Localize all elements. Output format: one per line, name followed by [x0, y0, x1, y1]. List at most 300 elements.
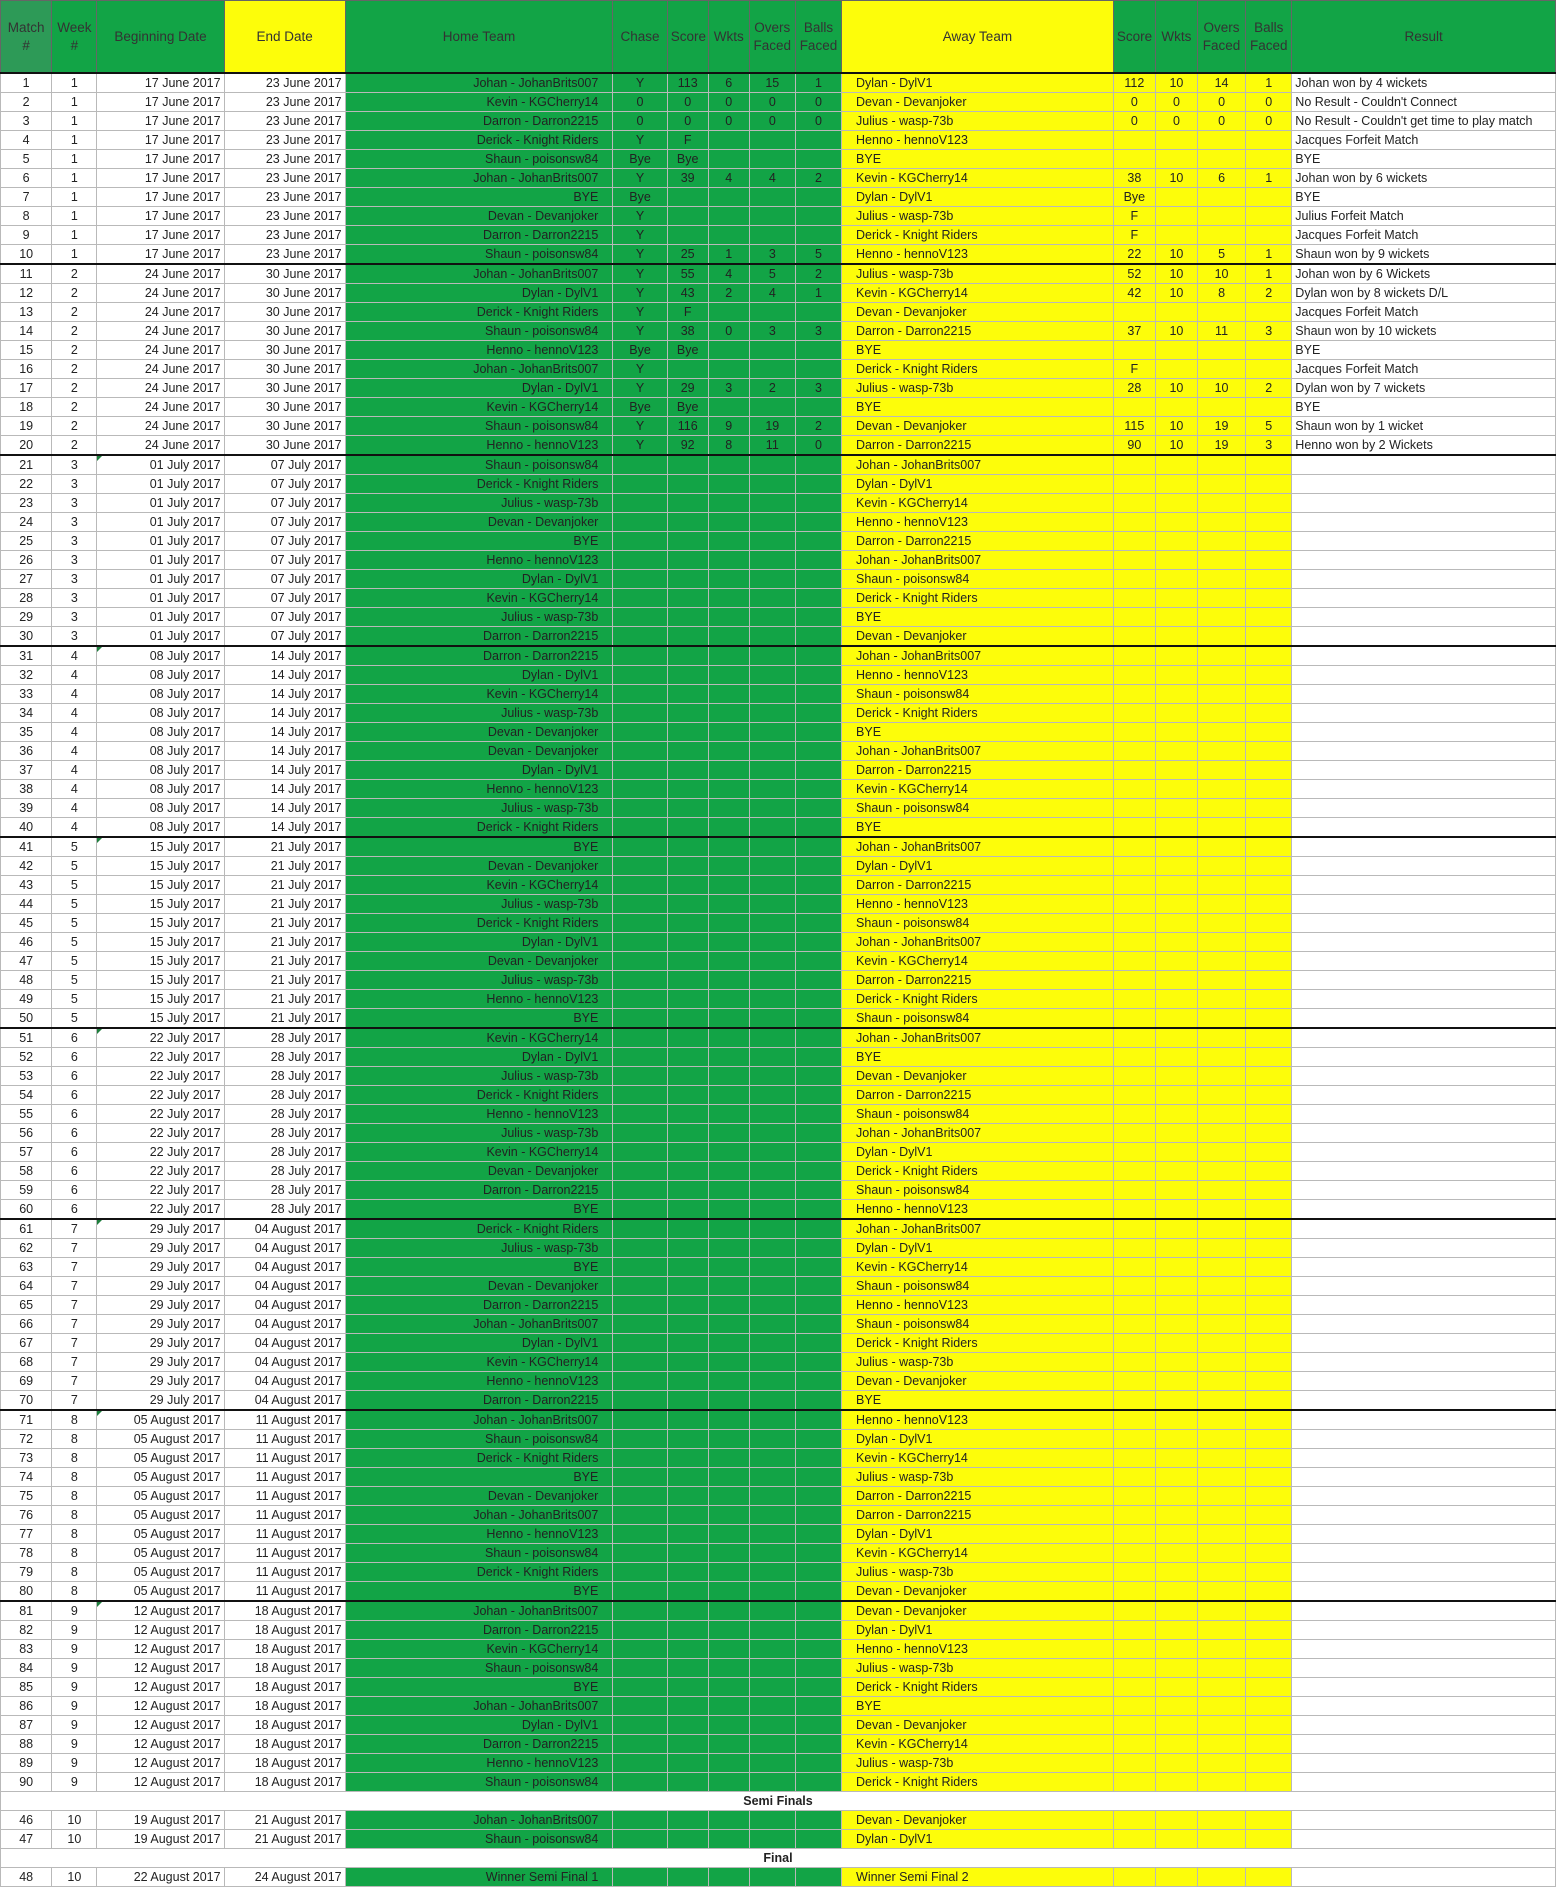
cell-begin[interactable]: 08 July 2017: [97, 646, 224, 666]
cell-a-overs[interactable]: [1197, 455, 1245, 475]
cell-overs[interactable]: [749, 341, 795, 360]
cell-no[interactable]: 55: [1, 1105, 52, 1124]
cell-wkts[interactable]: [708, 188, 749, 207]
cell-week[interactable]: 6: [52, 1143, 97, 1162]
cell-end[interactable]: 18 August 2017: [224, 1697, 345, 1716]
cell-balls[interactable]: [795, 1200, 841, 1220]
cell-home[interactable]: Dylan - DylV1: [345, 570, 613, 589]
cell-a-wkts[interactable]: [1155, 570, 1197, 589]
cell-begin[interactable]: 15 July 2017: [97, 895, 224, 914]
cell-a-overs[interactable]: [1197, 1086, 1245, 1105]
cell-a-score[interactable]: [1113, 971, 1155, 990]
cell-begin[interactable]: 15 July 2017: [97, 876, 224, 895]
cell-home[interactable]: Devan - Devanjoker: [345, 1487, 613, 1506]
cell-begin[interactable]: 17 June 2017: [97, 73, 224, 93]
cell-begin[interactable]: 29 July 2017: [97, 1296, 224, 1315]
cell-a-score[interactable]: [1113, 799, 1155, 818]
cell-week[interactable]: 7: [52, 1219, 97, 1239]
cell-away[interactable]: Derick - Knight Riders: [842, 360, 1114, 379]
cell-away[interactable]: Shaun - poisonsw84: [842, 1181, 1114, 1200]
cell-end[interactable]: 30 June 2017: [224, 436, 345, 456]
cell-score[interactable]: [667, 1735, 708, 1754]
cell-home[interactable]: BYE: [345, 1200, 613, 1220]
cell-balls[interactable]: [795, 398, 841, 417]
cell-score[interactable]: [667, 1410, 708, 1430]
cell-end[interactable]: 14 July 2017: [224, 666, 345, 685]
cell-chase[interactable]: [613, 952, 667, 971]
cell-begin[interactable]: 22 July 2017: [97, 1048, 224, 1067]
cell-balls[interactable]: 2: [795, 264, 841, 284]
cell-score[interactable]: 113: [667, 73, 708, 93]
cell-a-balls[interactable]: [1246, 360, 1292, 379]
cell-a-overs[interactable]: [1197, 646, 1245, 666]
cell-overs[interactable]: [749, 1391, 795, 1411]
cell-week[interactable]: 5: [52, 990, 97, 1009]
cell-begin[interactable]: 05 August 2017: [97, 1430, 224, 1449]
cell-wkts[interactable]: [708, 1868, 749, 1887]
cell-a-score[interactable]: [1113, 1181, 1155, 1200]
cell-chase[interactable]: [613, 1162, 667, 1181]
cell-away[interactable]: Dylan - DylV1: [842, 1430, 1114, 1449]
cell-score[interactable]: [667, 1009, 708, 1029]
cell-no[interactable]: 8: [1, 207, 52, 226]
cell-a-overs[interactable]: [1197, 1544, 1245, 1563]
cell-end[interactable]: 28 July 2017: [224, 1162, 345, 1181]
cell-no[interactable]: 4: [1, 131, 52, 150]
cell-home[interactable]: Dylan - DylV1: [345, 1716, 613, 1735]
cell-home[interactable]: Derick - Knight Riders: [345, 1563, 613, 1582]
cell-end[interactable]: 18 August 2017: [224, 1640, 345, 1659]
cell-overs[interactable]: [749, 303, 795, 322]
cell-week[interactable]: 5: [52, 857, 97, 876]
cell-home[interactable]: BYE: [345, 1468, 613, 1487]
cell-overs[interactable]: [749, 1830, 795, 1849]
cell-a-balls[interactable]: [1246, 799, 1292, 818]
cell-a-balls[interactable]: [1246, 1735, 1292, 1754]
cell-result[interactable]: [1292, 1028, 1556, 1048]
cell-end[interactable]: 30 June 2017: [224, 417, 345, 436]
cell-a-score[interactable]: [1113, 1391, 1155, 1411]
cell-end[interactable]: 21 July 2017: [224, 914, 345, 933]
cell-balls[interactable]: 0: [795, 93, 841, 112]
cell-away[interactable]: Devan - Devanjoker: [842, 1811, 1114, 1830]
cell-a-wkts[interactable]: [1155, 704, 1197, 723]
cell-week[interactable]: 6: [52, 1048, 97, 1067]
cell-overs[interactable]: [749, 1621, 795, 1640]
cell-result[interactable]: [1292, 704, 1556, 723]
cell-score[interactable]: [667, 1334, 708, 1353]
cell-score[interactable]: 0: [667, 112, 708, 131]
header-chase[interactable]: Chase: [613, 1, 667, 74]
cell-no[interactable]: 69: [1, 1372, 52, 1391]
cell-a-balls[interactable]: [1246, 666, 1292, 685]
cell-a-score[interactable]: [1113, 551, 1155, 570]
cell-a-score[interactable]: [1113, 704, 1155, 723]
cell-chase[interactable]: [613, 475, 667, 494]
cell-end[interactable]: 18 August 2017: [224, 1621, 345, 1640]
cell-a-wkts[interactable]: [1155, 627, 1197, 647]
cell-home[interactable]: Derick - Knight Riders: [345, 131, 613, 150]
cell-away[interactable]: Shaun - poisonsw84: [842, 799, 1114, 818]
cell-begin[interactable]: 15 July 2017: [97, 1009, 224, 1029]
cell-overs[interactable]: [749, 627, 795, 647]
cell-a-overs[interactable]: 19: [1197, 436, 1245, 456]
cell-week[interactable]: 4: [52, 646, 97, 666]
cell-chase[interactable]: [613, 1544, 667, 1563]
cell-wkts[interactable]: [708, 1430, 749, 1449]
cell-home[interactable]: Shaun - poisonsw84: [345, 417, 613, 436]
cell-a-score[interactable]: Bye: [1113, 188, 1155, 207]
cell-week[interactable]: 8: [52, 1582, 97, 1602]
cell-begin[interactable]: 17 June 2017: [97, 112, 224, 131]
cell-begin[interactable]: 12 August 2017: [97, 1773, 224, 1792]
cell-a-wkts[interactable]: [1155, 876, 1197, 895]
cell-a-overs[interactable]: [1197, 914, 1245, 933]
header-end-date[interactable]: End Date: [224, 1, 345, 74]
cell-a-score[interactable]: [1113, 1544, 1155, 1563]
cell-a-balls[interactable]: [1246, 1181, 1292, 1200]
cell-result[interactable]: [1292, 742, 1556, 761]
cell-end[interactable]: 30 June 2017: [224, 379, 345, 398]
cell-away[interactable]: Darron - Darron2215: [842, 1086, 1114, 1105]
cell-chase[interactable]: Y: [613, 264, 667, 284]
cell-end[interactable]: 21 July 2017: [224, 933, 345, 952]
cell-wkts[interactable]: [708, 685, 749, 704]
cell-result[interactable]: [1292, 666, 1556, 685]
cell-a-wkts[interactable]: [1155, 226, 1197, 245]
cell-wkts[interactable]: [708, 513, 749, 532]
cell-a-wkts[interactable]: 10: [1155, 379, 1197, 398]
cell-away[interactable]: Darron - Darron2215: [842, 876, 1114, 895]
cell-end[interactable]: 21 July 2017: [224, 971, 345, 990]
cell-a-balls[interactable]: [1246, 1468, 1292, 1487]
cell-a-balls[interactable]: [1246, 646, 1292, 666]
cell-score[interactable]: [667, 1506, 708, 1525]
cell-away[interactable]: BYE: [842, 818, 1114, 838]
cell-a-wkts[interactable]: [1155, 1219, 1197, 1239]
cell-wkts[interactable]: [708, 1544, 749, 1563]
cell-balls[interactable]: [795, 1468, 841, 1487]
cell-no[interactable]: 50: [1, 1009, 52, 1029]
cell-result[interactable]: BYE: [1292, 398, 1556, 417]
cell-score[interactable]: [667, 1601, 708, 1621]
cell-wkts[interactable]: [708, 589, 749, 608]
cell-overs[interactable]: [749, 818, 795, 838]
cell-a-wkts[interactable]: [1155, 1563, 1197, 1582]
cell-a-score[interactable]: [1113, 1697, 1155, 1716]
cell-chase[interactable]: [613, 1277, 667, 1296]
cell-week[interactable]: 1: [52, 150, 97, 169]
cell-no[interactable]: 32: [1, 666, 52, 685]
cell-a-score[interactable]: [1113, 494, 1155, 513]
cell-wkts[interactable]: 8: [708, 436, 749, 456]
cell-chase[interactable]: [613, 1506, 667, 1525]
cell-home[interactable]: BYE: [345, 1258, 613, 1277]
cell-a-overs[interactable]: 11: [1197, 322, 1245, 341]
cell-end[interactable]: 28 July 2017: [224, 1048, 345, 1067]
cell-a-wkts[interactable]: [1155, 1009, 1197, 1029]
cell-a-overs[interactable]: [1197, 608, 1245, 627]
cell-wkts[interactable]: [708, 1601, 749, 1621]
cell-balls[interactable]: [795, 1868, 841, 1887]
cell-a-score[interactable]: F: [1113, 207, 1155, 226]
cell-home[interactable]: Darron - Darron2215: [345, 226, 613, 245]
cell-no[interactable]: 23: [1, 494, 52, 513]
cell-chase[interactable]: Y: [613, 379, 667, 398]
cell-home[interactable]: Dylan - DylV1: [345, 761, 613, 780]
cell-result[interactable]: [1292, 1200, 1556, 1220]
cell-balls[interactable]: [795, 608, 841, 627]
cell-week[interactable]: 7: [52, 1239, 97, 1258]
cell-chase[interactable]: Bye: [613, 341, 667, 360]
cell-result[interactable]: [1292, 1506, 1556, 1525]
cell-a-score[interactable]: [1113, 1582, 1155, 1602]
cell-overs[interactable]: [749, 1258, 795, 1277]
cell-wkts[interactable]: [708, 1067, 749, 1086]
cell-a-overs[interactable]: [1197, 398, 1245, 417]
cell-score[interactable]: Bye: [667, 341, 708, 360]
cell-overs[interactable]: [749, 1525, 795, 1544]
cell-score[interactable]: [667, 1697, 708, 1716]
header-home-overs[interactable]: Overs Faced: [749, 1, 795, 74]
cell-wkts[interactable]: [708, 1754, 749, 1773]
cell-a-score[interactable]: [1113, 1468, 1155, 1487]
cell-result[interactable]: [1292, 1105, 1556, 1124]
cell-begin[interactable]: 08 July 2017: [97, 704, 224, 723]
cell-chase[interactable]: [613, 1410, 667, 1430]
cell-result[interactable]: [1292, 1868, 1556, 1887]
cell-score[interactable]: 29: [667, 379, 708, 398]
cell-a-score[interactable]: [1113, 646, 1155, 666]
cell-week[interactable]: 4: [52, 704, 97, 723]
cell-balls[interactable]: [795, 1028, 841, 1048]
cell-wkts[interactable]: [708, 360, 749, 379]
cell-wkts[interactable]: [708, 475, 749, 494]
cell-begin[interactable]: 12 August 2017: [97, 1601, 224, 1621]
cell-score[interactable]: [667, 742, 708, 761]
cell-chase[interactable]: Bye: [613, 398, 667, 417]
cell-a-balls[interactable]: [1246, 494, 1292, 513]
cell-week[interactable]: 1: [52, 112, 97, 131]
cell-home[interactable]: BYE: [345, 188, 613, 207]
cell-a-wkts[interactable]: [1155, 1372, 1197, 1391]
cell-chase[interactable]: Y: [613, 284, 667, 303]
cell-result[interactable]: [1292, 723, 1556, 742]
cell-wkts[interactable]: [708, 1391, 749, 1411]
cell-home[interactable]: Julius - wasp-73b: [345, 1067, 613, 1086]
cell-a-overs[interactable]: [1197, 742, 1245, 761]
cell-end[interactable]: 21 August 2017: [224, 1811, 345, 1830]
cell-begin[interactable]: 12 August 2017: [97, 1640, 224, 1659]
cell-no[interactable]: 63: [1, 1258, 52, 1277]
cell-home[interactable]: Kevin - KGCherry14: [345, 589, 613, 608]
cell-home[interactable]: BYE: [345, 532, 613, 551]
cell-a-score[interactable]: [1113, 1773, 1155, 1792]
cell-result[interactable]: [1292, 1372, 1556, 1391]
cell-away[interactable]: Julius - wasp-73b: [842, 1353, 1114, 1372]
cell-begin[interactable]: 29 July 2017: [97, 1315, 224, 1334]
cell-result[interactable]: [1292, 1811, 1556, 1830]
cell-overs[interactable]: [749, 952, 795, 971]
cell-end[interactable]: 28 July 2017: [224, 1067, 345, 1086]
cell-away[interactable]: Henno - hennoV123: [842, 895, 1114, 914]
cell-result[interactable]: Dylan won by 7 wickets: [1292, 379, 1556, 398]
cell-home[interactable]: Shaun - poisonsw84: [345, 1659, 613, 1678]
cell-home[interactable]: Johan - JohanBrits007: [345, 1601, 613, 1621]
cell-begin[interactable]: 01 July 2017: [97, 513, 224, 532]
cell-balls[interactable]: [795, 1277, 841, 1296]
cell-score[interactable]: [667, 914, 708, 933]
cell-end[interactable]: 14 July 2017: [224, 742, 345, 761]
header-home-score[interactable]: Score: [667, 1, 708, 74]
cell-week[interactable]: 2: [52, 341, 97, 360]
cell-a-wkts[interactable]: [1155, 1296, 1197, 1315]
cell-score[interactable]: [667, 780, 708, 799]
cell-score[interactable]: [667, 1621, 708, 1640]
cell-end[interactable]: 30 June 2017: [224, 264, 345, 284]
cell-overs[interactable]: [749, 188, 795, 207]
cell-a-score[interactable]: [1113, 1200, 1155, 1220]
cell-overs[interactable]: [749, 971, 795, 990]
cell-week[interactable]: 3: [52, 494, 97, 513]
cell-balls[interactable]: [795, 475, 841, 494]
cell-a-wkts[interactable]: 10: [1155, 284, 1197, 303]
cell-wkts[interactable]: 1: [708, 245, 749, 265]
cell-overs[interactable]: [749, 895, 795, 914]
cell-begin[interactable]: 05 August 2017: [97, 1487, 224, 1506]
cell-no[interactable]: 90: [1, 1773, 52, 1792]
cell-begin[interactable]: 15 July 2017: [97, 933, 224, 952]
cell-a-overs[interactable]: [1197, 1868, 1245, 1887]
cell-home[interactable]: Julius - wasp-73b: [345, 1239, 613, 1258]
cell-away[interactable]: Henno - hennoV123: [842, 513, 1114, 532]
cell-end[interactable]: 11 August 2017: [224, 1430, 345, 1449]
cell-a-overs[interactable]: [1197, 494, 1245, 513]
cell-a-wkts[interactable]: [1155, 1143, 1197, 1162]
cell-begin[interactable]: 08 July 2017: [97, 761, 224, 780]
cell-end[interactable]: 21 July 2017: [224, 837, 345, 857]
cell-balls[interactable]: [795, 1372, 841, 1391]
cell-wkts[interactable]: [708, 799, 749, 818]
cell-balls[interactable]: [795, 1086, 841, 1105]
cell-a-overs[interactable]: [1197, 1048, 1245, 1067]
cell-a-overs[interactable]: 8: [1197, 284, 1245, 303]
cell-a-overs[interactable]: [1197, 1353, 1245, 1372]
cell-a-score[interactable]: [1113, 990, 1155, 1009]
cell-result[interactable]: Henno won by 2 Wickets: [1292, 436, 1556, 456]
cell-home[interactable]: Julius - wasp-73b: [345, 608, 613, 627]
cell-a-overs[interactable]: [1197, 1296, 1245, 1315]
cell-a-score[interactable]: [1113, 1219, 1155, 1239]
cell-end[interactable]: 04 August 2017: [224, 1239, 345, 1258]
cell-chase[interactable]: [613, 1563, 667, 1582]
cell-no[interactable]: 61: [1, 1219, 52, 1239]
cell-a-score[interactable]: 112: [1113, 73, 1155, 93]
cell-a-score[interactable]: [1113, 1811, 1155, 1830]
cell-begin[interactable]: 15 July 2017: [97, 857, 224, 876]
cell-wkts[interactable]: [708, 1105, 749, 1124]
cell-no[interactable]: 62: [1, 1239, 52, 1258]
cell-chase[interactable]: [613, 627, 667, 647]
cell-home[interactable]: Devan - Devanjoker: [345, 857, 613, 876]
cell-home[interactable]: Darron - Darron2215: [345, 1181, 613, 1200]
cell-chase[interactable]: [613, 818, 667, 838]
cell-a-overs[interactable]: [1197, 952, 1245, 971]
cell-a-balls[interactable]: [1246, 532, 1292, 551]
cell-chase[interactable]: [613, 761, 667, 780]
cell-a-balls[interactable]: [1246, 1086, 1292, 1105]
cell-score[interactable]: [667, 1659, 708, 1678]
cell-a-wkts[interactable]: [1155, 1468, 1197, 1487]
cell-away[interactable]: Derick - Knight Riders: [842, 226, 1114, 245]
cell-score[interactable]: [667, 933, 708, 952]
cell-begin[interactable]: 15 July 2017: [97, 952, 224, 971]
cell-balls[interactable]: [795, 933, 841, 952]
cell-a-wkts[interactable]: 10: [1155, 417, 1197, 436]
cell-begin[interactable]: 22 July 2017: [97, 1086, 224, 1105]
cell-chase[interactable]: [613, 1028, 667, 1048]
cell-score[interactable]: [667, 608, 708, 627]
cell-overs[interactable]: [749, 990, 795, 1009]
cell-a-balls[interactable]: [1246, 895, 1292, 914]
cell-a-balls[interactable]: [1246, 1868, 1292, 1887]
cell-a-score[interactable]: 22: [1113, 245, 1155, 265]
cell-result[interactable]: [1292, 1830, 1556, 1849]
cell-overs[interactable]: 4: [749, 284, 795, 303]
cell-no[interactable]: 80: [1, 1582, 52, 1602]
cell-score[interactable]: [667, 1487, 708, 1506]
cell-a-balls[interactable]: [1246, 475, 1292, 494]
cell-wkts[interactable]: [708, 1086, 749, 1105]
cell-score[interactable]: [667, 876, 708, 895]
cell-away[interactable]: Kevin - KGCherry14: [842, 494, 1114, 513]
cell-result[interactable]: Julius Forfeit Match: [1292, 207, 1556, 226]
cell-begin[interactable]: 29 July 2017: [97, 1219, 224, 1239]
cell-wkts[interactable]: [708, 1449, 749, 1468]
cell-a-overs[interactable]: [1197, 1410, 1245, 1430]
cell-chase[interactable]: [613, 1601, 667, 1621]
cell-end[interactable]: 21 July 2017: [224, 876, 345, 895]
cell-away[interactable]: Shaun - poisonsw84: [842, 685, 1114, 704]
cell-away[interactable]: Devan - Devanjoker: [842, 93, 1114, 112]
cell-no[interactable]: 47: [1, 1830, 52, 1849]
cell-a-wkts[interactable]: 0: [1155, 112, 1197, 131]
cell-score[interactable]: [667, 226, 708, 245]
cell-result[interactable]: [1292, 1181, 1556, 1200]
cell-score[interactable]: [667, 1754, 708, 1773]
cell-wkts[interactable]: [708, 933, 749, 952]
cell-week[interactable]: 9: [52, 1659, 97, 1678]
cell-wkts[interactable]: [708, 455, 749, 475]
cell-result[interactable]: [1292, 1391, 1556, 1411]
cell-wkts[interactable]: [708, 532, 749, 551]
cell-score[interactable]: [667, 723, 708, 742]
cell-result[interactable]: [1292, 857, 1556, 876]
cell-result[interactable]: No Result - Couldn't get time to play match: [1292, 112, 1556, 131]
cell-away[interactable]: Derick - Knight Riders: [842, 1678, 1114, 1697]
header-match[interactable]: Match #: [1, 1, 52, 74]
cell-wkts[interactable]: [708, 1372, 749, 1391]
cell-week[interactable]: 1: [52, 188, 97, 207]
cell-away[interactable]: Darron - Darron2215: [842, 322, 1114, 341]
cell-result[interactable]: Dylan won by 8 wickets D/L: [1292, 284, 1556, 303]
cell-begin[interactable]: 05 August 2017: [97, 1563, 224, 1582]
cell-away[interactable]: Julius - wasp-73b: [842, 1754, 1114, 1773]
cell-no[interactable]: 24: [1, 513, 52, 532]
cell-balls[interactable]: [795, 1754, 841, 1773]
cell-a-balls[interactable]: [1246, 150, 1292, 169]
cell-no[interactable]: 72: [1, 1430, 52, 1449]
